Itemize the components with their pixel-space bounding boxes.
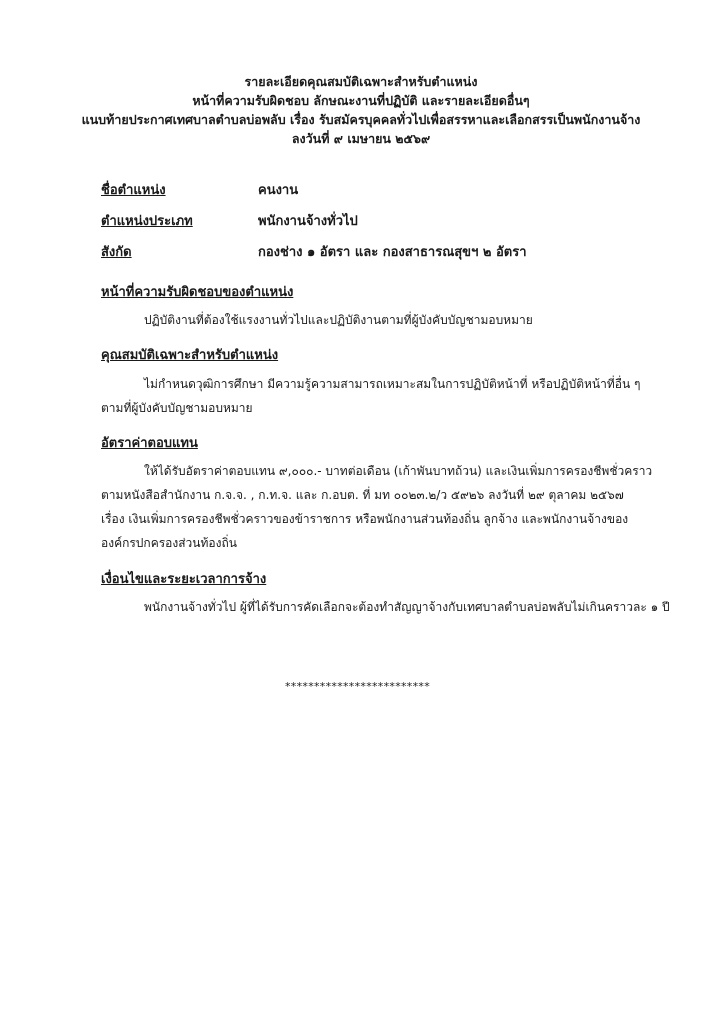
- field-value: พนักงานจ้างทั่วไป: [258, 214, 358, 229]
- field-value: กองช่าง ๑ อัตรา และ กองสาธารณสุขฯ ๒ อัตรา: [258, 245, 527, 260]
- paragraph-line: ให้ได้รับอัตราค่าตอบแทน ๙,๐๐๐.- บาทต่อเดือน (เก้าพันบาทถ้วน) และเงินเพิ่มการครองชีพชั่วคราว: [144, 464, 653, 478]
- paragraph-line: ปฏิบัติงานที่ต้องใช้แรงงานทั่วไปและปฏิบัติงานตามที่ผู้บังคับบัญชามอบหมาย: [144, 313, 533, 327]
- paragraph-line: ตามที่ผู้บังคับบัญชามอบหมาย: [101, 401, 253, 415]
- header-subtitle: หน้าที่ความรับผิดชอบ ลักษณะงานที่ปฏิบัติ และรายละเอียดอื่นๆ: [192, 93, 530, 108]
- section-body-duties: [101, 308, 653, 332]
- section-title-duties: หน้าที่ความรับผิดชอบของตำแหน่ง: [101, 285, 294, 300]
- section-body-terms: [101, 595, 670, 619]
- section-title-qualifications: คุณสมบัติเฉพาะสำหรับตำแหน่ง: [101, 348, 279, 363]
- paragraph-line: ตามหนังสือสำนักงาน ก.จ.จ. , ก.ท.จ. และ ก.อบต. ที่ มท ๐๐๒๓.๒/ว ๕๙๒๖ ลงวันที่ ๒๙ ตุลาคม ๒๕๖๗: [101, 488, 624, 502]
- section-title-terms: เงื่อนไขและระยะเวลาการจ้าง: [101, 572, 267, 587]
- document-header: [60, 72, 662, 148]
- end-marker: *************************: [285, 680, 430, 693]
- paragraph-line: องค์กรปกครองส่วนท้องถิ่น: [101, 536, 237, 550]
- paragraph-line: พนักงานจ้างทั่วไป ผู้ที่ได้รับการคัดเลือกจะต้องทำสัญญาจ้างกับเทศบาลตำบลบ่อพลับไม่เกินคราวละ ๑ ปี: [144, 600, 670, 614]
- field-label: ตำแหน่งประเภท: [101, 214, 193, 229]
- field-value: คนงาน: [258, 183, 299, 198]
- field-label: ชื่อตำแหน่ง: [101, 183, 166, 198]
- header-date: ลงวันที่ ๙ เมษายน ๒๕๖๙: [291, 131, 431, 146]
- section-title-compensation: อัตราค่าตอบแทน: [101, 436, 198, 451]
- section-body-qualifications: [101, 372, 653, 420]
- field-label: สังกัด: [101, 245, 132, 260]
- section-body-compensation: [101, 459, 653, 555]
- header-attachment-line: แนบท้ายประกาศเทศบาลตำบลบ่อพลับ เรื่อง รับสมัครบุคคลทั่วไปเพื่อสรรหาและเลือกสรรเป็นพนักงานจ้าง: [81, 112, 641, 127]
- header-title: รายละเอียดคุณสมบัติเฉพาะสำหรับตำแหน่ง: [244, 74, 478, 89]
- paragraph-line: ไม่กำหนดวุฒิการศึกษา มีความรู้ความสามารถเหมาะสมในการปฏิบัติหน้าที่ หรือปฏิบัติหน้าที่อื่น ๆ: [144, 377, 641, 391]
- paragraph-line: เรื่อง เงินเพิ่มการครองชีพชั่วคราวของข้าราชการ หรือพนักงานส่วนท้องถิ่น ลูกจ้าง และพนักงานจ้างของ: [101, 512, 629, 526]
